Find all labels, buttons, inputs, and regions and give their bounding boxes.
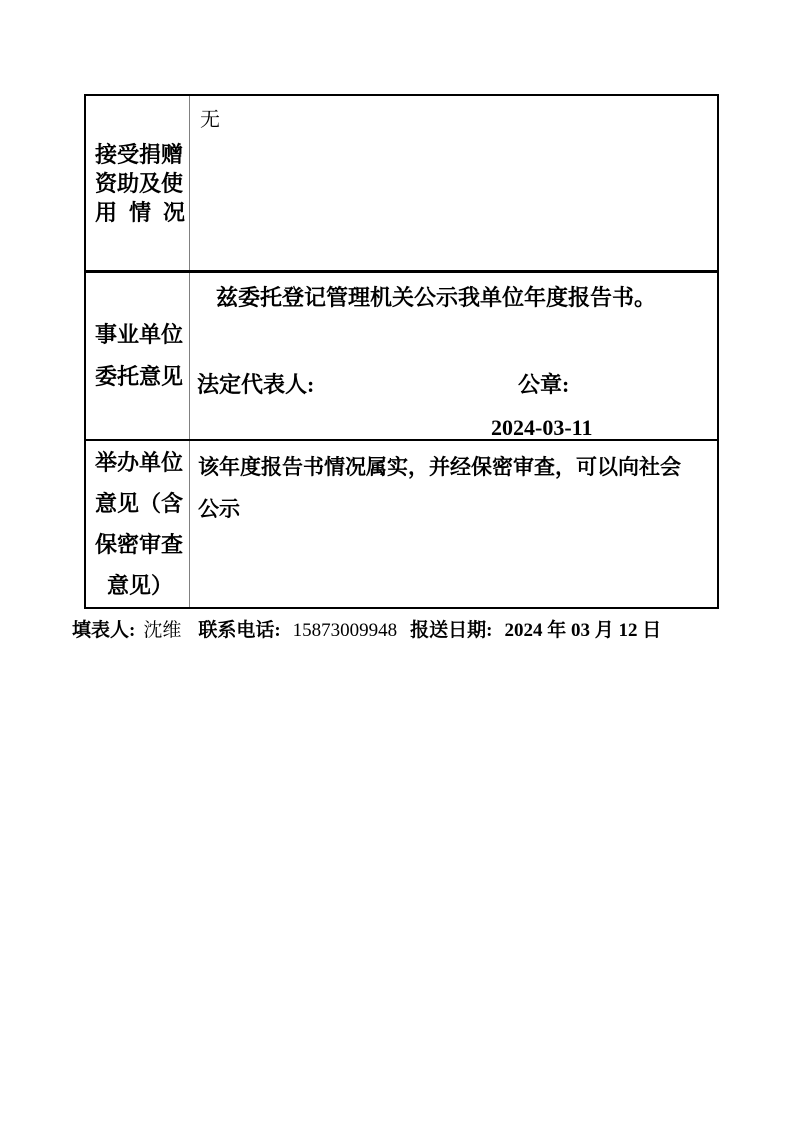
table-row-sponsor-opinion xyxy=(86,441,717,607)
sponsor-opinion-content-cell xyxy=(190,441,717,607)
filler-label: 填表人: xyxy=(72,620,136,641)
delegation-label-line: 委托意见 xyxy=(95,364,184,389)
table-row-delegation xyxy=(86,273,717,441)
delegation-statement: 兹委托登记管理机关公示我单位年度报告书。 xyxy=(216,285,657,310)
donation-label-line: 接受捐赠 xyxy=(95,141,184,167)
submission-date-value: 2024 年 03 月 12 日 xyxy=(504,620,662,641)
form-footer xyxy=(72,618,661,644)
donation-label-line: 用情况 xyxy=(95,199,185,225)
delegation-content-cell xyxy=(190,273,717,439)
sponsor-label-line: 保密审查 xyxy=(95,532,184,557)
legal-representative-label: 法定代表人: xyxy=(197,372,315,397)
delegation-label-line: 事业单位 xyxy=(95,322,184,347)
report-table xyxy=(84,94,719,609)
signature-line xyxy=(197,370,717,400)
official-seal-label: 公章: xyxy=(518,372,570,397)
donation-content-cell xyxy=(190,96,717,270)
seal-date: 2024-03-11 xyxy=(491,415,593,440)
filler-name: 沈维 xyxy=(143,620,182,641)
donation-content-value: 无 xyxy=(200,109,220,131)
sponsor-label-line: 意见（含 xyxy=(95,491,184,516)
contact-phone-label: 联系电话: xyxy=(198,620,281,641)
sponsor-label-line: 举办单位 xyxy=(95,450,184,475)
sponsor-opinion-text: 该年度报告书情况属实，并经保密审查，可以向社会公示 xyxy=(198,455,681,521)
contact-phone-number: 15873009948 xyxy=(292,620,398,641)
delegation-label-cell xyxy=(86,273,190,439)
donation-label-cell xyxy=(86,96,190,270)
table-row-donation xyxy=(86,96,717,273)
sponsor-label-line: 意见） xyxy=(106,573,173,598)
sponsor-opinion-label-cell xyxy=(86,441,190,607)
donation-label-line: 资助及使 xyxy=(95,170,184,196)
submission-date-label: 报送日期: xyxy=(410,620,493,641)
